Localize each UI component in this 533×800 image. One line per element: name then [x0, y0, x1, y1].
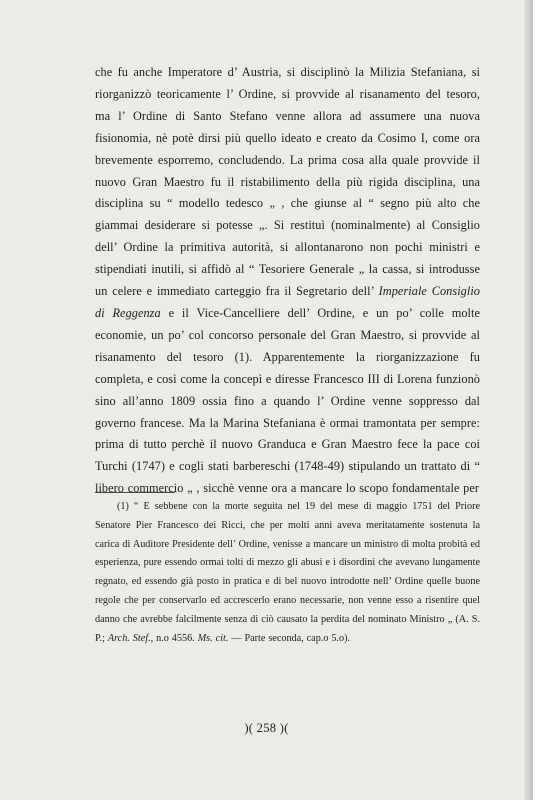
footnote-end: — Parte seconda, cap.o 5.o).: [231, 632, 351, 644]
main-text-segment-1: che fu anche Imperatore d’ Austria, si disciplinò la Milizia Stefaniana, si riorganizzò teoricamente l’ Ordine, si provvide al risanamento del tesoro, ma l’ Ordine di Santo Stefano venne allora ad assumere una nuova fisionomia, nè potè dirsi più quello ideato e creato da Cosimo I, come ora brevemente esporremo, concludendo. La prima cosa alla quale provvide il nuovo Gran Maestro fu il ristabilimento della più rigida disciplina, una disciplina su “ modello tedesco „ , che giunse al “ segno più alto che giammai desiderare si potesse „. Si restituì (nominalmente) al Consiglio dell’ Ordine la primitiva autorità, si allontanarono non pochi ministri e stipendiati inutili, si affidò al “ Tesoriere Generale „ la cassa, si introdusse un celere e immediato carteggio fra il Segretario dell’: [95, 65, 480, 299]
main-text: [95, 62, 480, 500]
footnote-number: n.o 4556.: [156, 632, 195, 644]
footnote-separator: [95, 492, 175, 493]
footnote-paragraph: [95, 498, 480, 648]
footnote-italic-ms: Ms. cit.: [197, 632, 229, 644]
footnote-text: (1) “ E sebbene con la morte seguita nel 19 del mese di maggio 1751 del Priore Senatore Pier Francesco dei Ricci, che per molti anni aveva meritatamente sostenuta la carica di Auditore Presidente dell’ Ordine, venisse a mancare un ministro di molta probità ed esperienza, pure essendo ormai tolti di mezzo gli abusi e i disordini che avevano lungamente regnato, ed essendo già posto in pratica e di bel nuovo introdotte nell’ Ordine quelle buone regole che per conservarlo ed accrescerlo erano necessarie, non venne esso a risentire quel danno che avrebbe falcilmente senza di ciò causato la perdita del nominato Ministro „ (A. S. P.;: [95, 501, 480, 644]
page-number: )( 258 )(: [244, 721, 289, 735]
main-paragraph: [95, 62, 480, 500]
page-edge-shadow: [524, 0, 533, 800]
footnote: [95, 498, 480, 648]
footnote-italic-archive: Arch. Stef.,: [107, 632, 154, 644]
italic-title: Imperiale Consiglio di Reggenza: [95, 284, 480, 320]
main-text-segment-2: e il Vice-Cancelliere dell’ Ordine, e un po’ colle molte economie, un po’ col concorso personale del Gran Maestro, si provvide al risanamento del tesoro (1). Apparentemente la riorganizzazione fu completa, e così come la concepì e diresse Francesco III di Lorena funzionò sino all’anno 1809 ossia fino a quando l’ Ordine venne soppresso dal governo francese. Ma la Marina Stefaniana è ormai tramontata per sempre: prima di tutto perchè il nuovo Granduca e Gran Maestro fece la pace coi Turchi (1747) e cogli stati barbereschi (1748-49) stipulando un trattato di “ libero commercio „ , sicchè venne ora a mancare lo scopo fondamentale per: [95, 305, 481, 496]
